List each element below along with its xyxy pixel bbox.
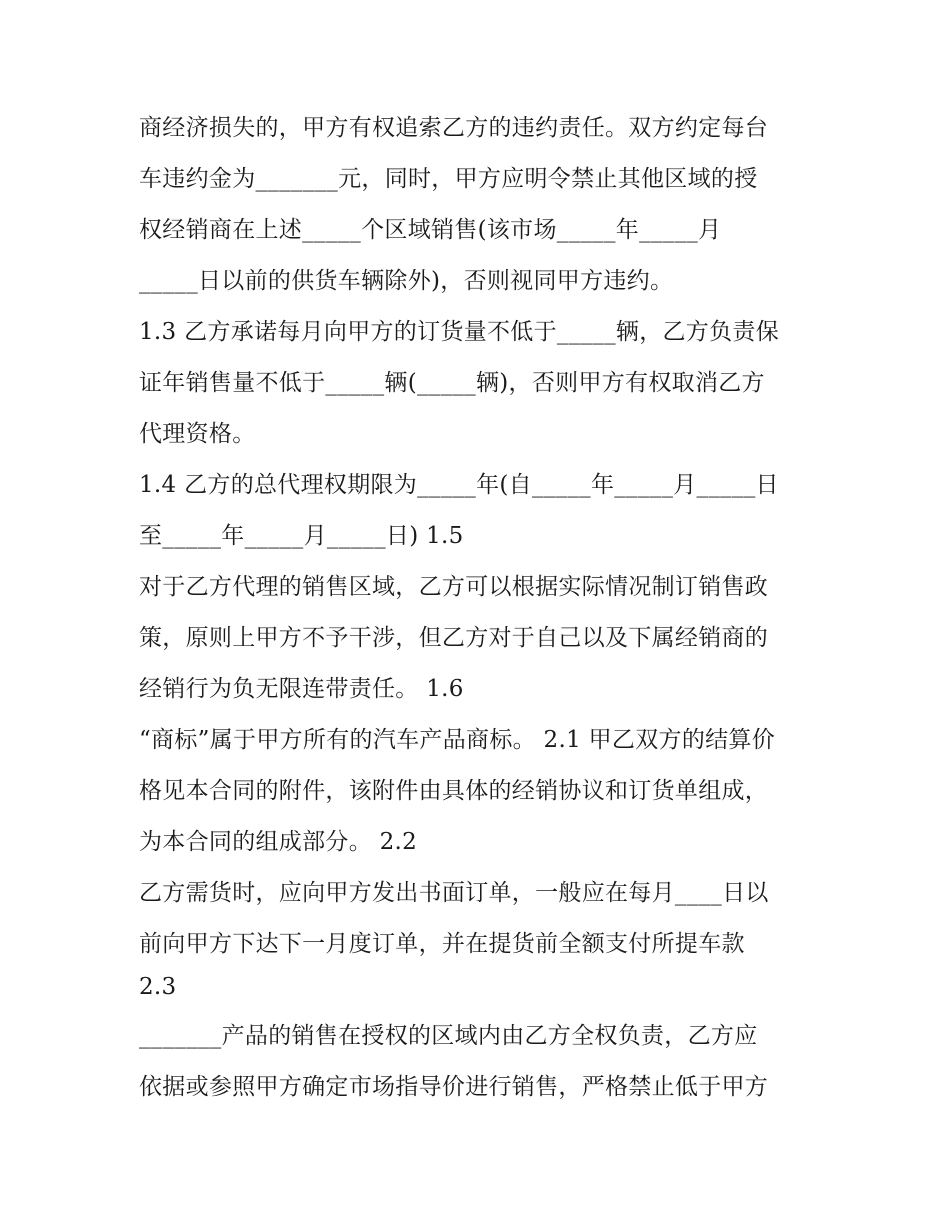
text-line-9: 至_____年_____月_____日) 1.5	[139, 523, 464, 549]
text-line-16: 乙方需货时，应向甲方发出书面订单，一般应在每月____日以	[139, 880, 769, 906]
text-line-3: 权经销商在上述_____个区域销售(该市场_____年_____月	[139, 217, 722, 243]
text-line-1: 商经济损失的，甲方有权追索乙方的违约责任。双方约定每台	[139, 115, 769, 141]
text-line-18: 2.3	[139, 974, 177, 1000]
text-line-20: 依据或参照甲方确定市场指导价进行销售，严格禁止低于甲方	[139, 1074, 769, 1100]
text-line-19: _______产品的销售在授权的区域内由乙方全权负责，乙方应	[139, 1023, 758, 1049]
text-line-4: _____日以前的供货车辆除外)，否则视同甲方违约。	[139, 268, 674, 294]
text-line-15: 为本合同的组成部分。 2.2	[139, 829, 418, 855]
text-line-10: 对于乙方代理的销售区域，乙方可以根据实际情况制订销售政	[139, 574, 769, 600]
text-line-14: 格见本合同的附件，该附件由具体的经销协议和订货单组成，	[139, 778, 769, 804]
text-line-11: 策，原则上甲方不予干涉，但乙方对于自己以及下属经销商的	[139, 625, 769, 651]
text-line-5: 1.3 乙方承诺每月向甲方的订货量不低于_____辆，乙方负责保	[139, 319, 779, 345]
text-line-13: “商标”属于甲方所有的汽车产品商标。 2.1 甲乙双方的结算价	[139, 727, 776, 753]
text-line-7: 代理资格。	[139, 421, 256, 447]
text-line-6: 证年销售量不低于_____辆(_____辆)，否则甲方有权取消乙方	[139, 370, 765, 396]
text-line-8: 1.4 乙方的总代理权期限为_____年(自_____年_____月_____日	[139, 472, 779, 498]
text-line-17: 前向甲方下达下一月度订单，并在提货前全额支付所提车款	[139, 931, 745, 957]
text-line-12: 经销行为负无限连带责任。 1.6	[139, 676, 464, 702]
text-line-2: 车违约金为_______元，同时，甲方应明令禁止其他区域的授	[139, 166, 758, 192]
